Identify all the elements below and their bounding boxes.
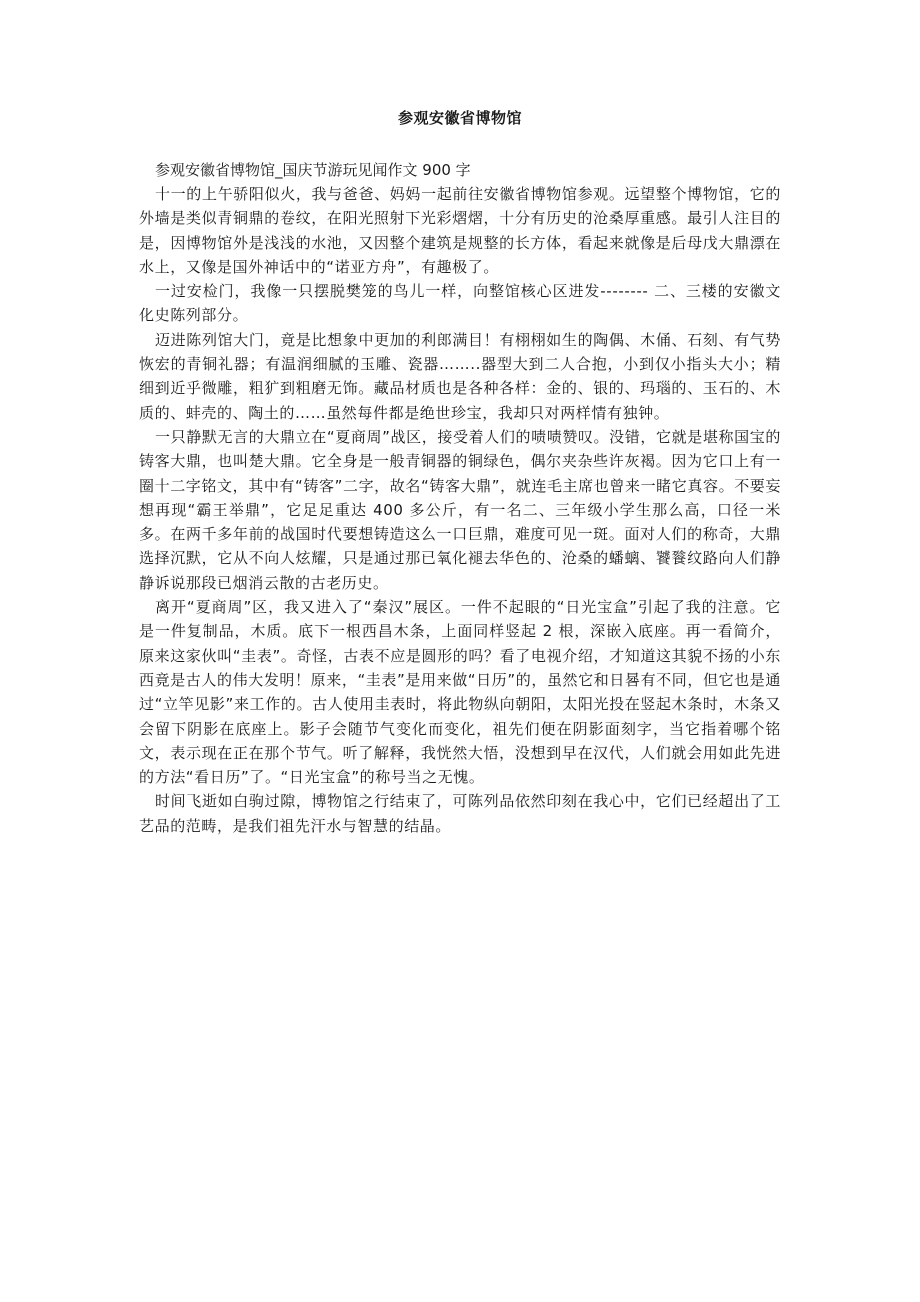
paragraph-4: 一只静默无言的大鼎立在“夏商周”战区，接受着人们的啧啧赞叹。没错，它就是堪称国宝的铸客大鼎，也叫楚大鼎。它全身是一般青铜器的铜绿色，偶尔夹杂些许灰褐。因为它口上有一圈十二字铭文，其中有“铸客”二字，故名“铸客大鼎”，就连毛主席也曾来一睹它真容。不要妄想再现“霸王举鼎”，它足足重达 400 多公斤，有一名二、三年级小学生那么高，口径一米多。在两千多年前的战国时代要想铸造这么一口巨鼎，难度可见一斑。面对人们的称奇，大鼎选择沉默，它从不向人炫耀，只是通过那已氧化褪去华色的、沧桑的蟠螭、饕餮纹路向人们静静诉说那段已烟消云散的古老历史。 — [139, 427, 781, 592]
paragraph-1: 十一的上午骄阳似火，我与爸爸、妈妈一起前往安徽省博物馆参观。远望整个博物馆，它的外墙是类似青铜鼎的卷纹，在阳光照射下光彩熠熠，十分有历史的沧桑厚重感。最引人注目的是，因博物馆外是浅浅的水池，又因整个建筑是规整的长方体，看起来就像是后母戊大鼎漂在水上，又像是国外神话中的“诺亚方舟”，有趣极了。 — [139, 185, 781, 276]
paragraph-6: 时间飞逝如白驹过隙，博物馆之行结束了，可陈列品依然印刻在我心中，它们已经超出了工艺品的范畴，是我们祖先汗水与智慧的结晶。 — [139, 792, 781, 835]
paragraph-3: 迈进陈列馆大门，竟是比想象中更加的利郎满目！有栩栩如生的陶偶、木俑、石刻、有气势恢宏的青铜礼器；有温润细腻的玉雕、瓷器……..器型大到二人合抱，小到仅小指头大小；精细到近乎微雕，粗犷到粗磨无饰。藏品材质也是各种各样：金的、银的、玛瑙的、玉石的、木质的、蚌壳的、陶土的……虽然每件都是绝世珍宝，我却只对两样情有独钟。 — [139, 330, 781, 422]
paragraph-2: 一过安检门，我像一只摆脱樊笼的鸟儿一样，向整馆核心区进发-------- 二、三楼的安徽文化史陈列部分。 — [139, 282, 781, 325]
document-title: 参观安徽省博物馆 — [397, 109, 522, 127]
document-page — [139, 108, 781, 838]
document-subtitle: 参观安徽省博物馆_国庆节游玩见闻作文 900 字 — [155, 161, 471, 179]
paragraph-5: 离开“夏商周”区，我又进入了“秦汉”展区。一件不起眼的“日光宝盒”引起了我的注意。它是一件复制品，木质。底下一根西昌木条，上面同样竖起 2 根，深嵌入底座。再一看简介，原来这家伙叫“圭表”。奇怪，古表不应是圆形的吗？看了电视介绍，才知道这其貌不扬的小东西竟是古人的伟大发明！原来，“圭表”是用来做“日历”的，虽然它和日晷有不同，但它也是通过“立竿见影”来工作的。古人使用圭表时，将此物纵向朝阳，太阳光投在竖起木条时，木条又会留下阴影在底座上。影子会随节气变化而变化，祖先们便在阴影面刻字，当它指着哪个铭文，表示现在正在那个节气。听了解释，我恍然大悟，没想到早在汉代，人们就会用如此先进的方法“看日历”了。“日光宝盒”的称号当之无愧。 — [139, 598, 781, 787]
